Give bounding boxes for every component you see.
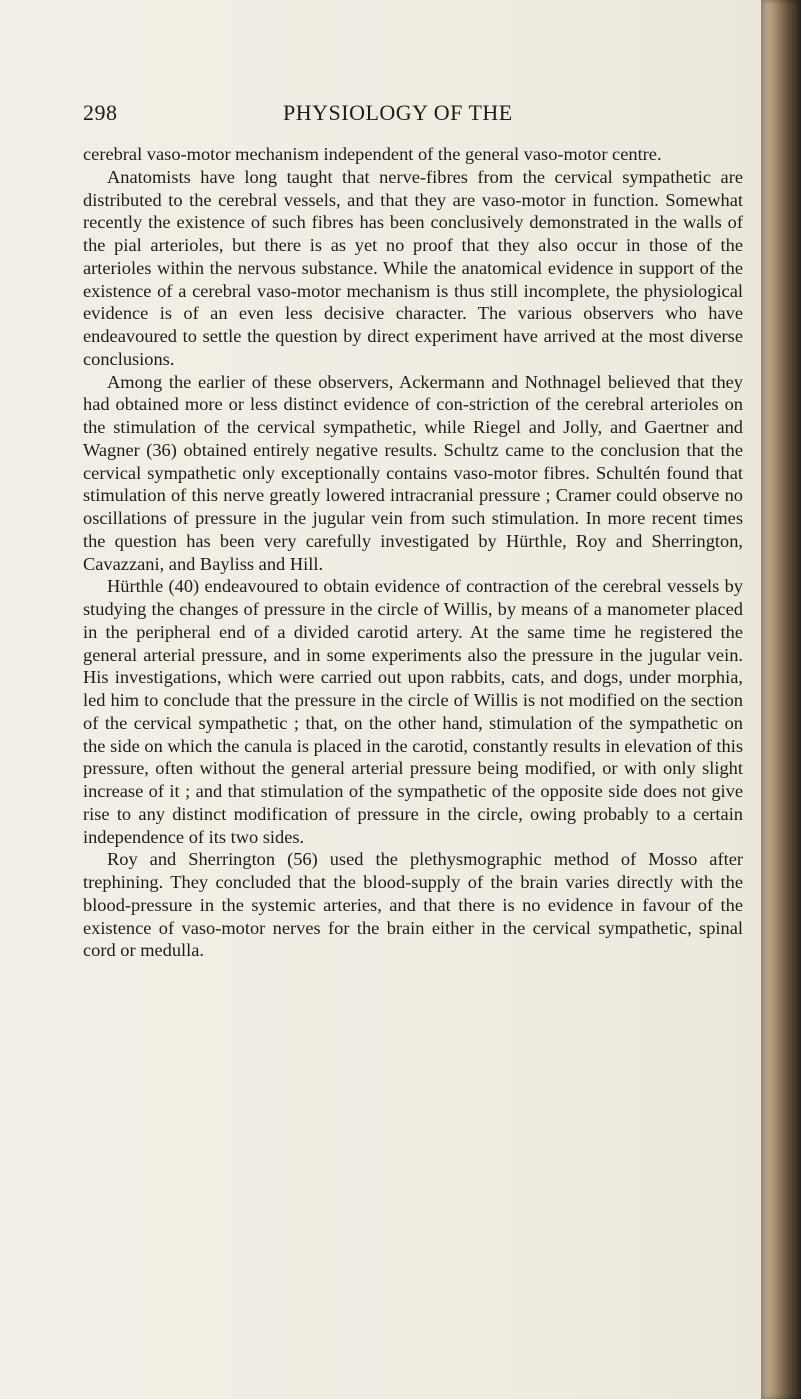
paragraph-roy-sherrington: Roy and Sherrington (56) used the plethysmographic method of Mosso after trephining. They concluded that the blood-supply of the brain varies directly with the blood-pressure in the systemic arteries, and that there is no evidence in favour of the existence of vaso-motor nerves for the brain either in the cervical sympathetic, spinal cord or medulla. [83,849,743,961]
page-edge-shadow [761,0,801,1399]
page-header [83,100,743,130]
body-text [83,143,743,962]
paragraph-continuation: cerebral vaso-motor mechanism independent of the general vaso-motor centre. [83,144,662,164]
page-number: 298 [83,100,118,125]
paragraph-anatomists: Anatomists have long taught that nerve-fibres from the cervical sympathetic are distributed to the cerebral vessels, and that they are vaso-motor in function. Somewhat recently the existence of such fibres has been conclusively demonstrated in the walls of the pial arterioles, but there is as yet no proof that they also occur in those of the arterioles within the nervous substance. While the anatomical evidence in support of the existence of a cerebral vaso-motor mechanism is thus still incomplete, the physiological evidence is of an even less decisive character. The various observers who have endeavoured to settle the question by direct experiment have arrived at the most diverse conclusions. [83,166,743,369]
paragraph-earlier-observers: Among the earlier of these observers, Ackermann and Nothnagel believed that they had obtained more or less distinct evidence of con-striction of the cerebral arterioles on the stimulation of the cervical sympathetic, while Riegel and Jolly, and Gaertner and Wagner (36) obtained entirely negative results. Schultz came to the conclusion that the cervical sympathetic only exceptionally contains vaso-motor fibres. Schultén found that stimulation of this nerve greatly lowered intracranial pressure ; Cramer could observe no oscillations of pressure in the jugular vein from such stimulation. In more recent times the question has been very carefully investigated by Hürthle, Roy and Sherrington, Cavazzani, and Bayliss and Hill. [83,371,743,574]
paragraph-hurthle: Hürthle (40) endeavoured to obtain evidence of contraction of the cerebral vessels by studying the changes of pressure in the circle of Willis, by means of a manometer placed in the peripheral end of a divided carotid artery. At the same time he registered the general arterial pressure, and in some experiments also the pressure in the jugular vein. His investigations, which were carried out upon rabbits, cats, and dogs, under morphia, led him to conclude that the pressure in the circle of Willis is not modified on the section of the cervical sympathetic ; that, on the other hand, stimulation of the sympathetic on the side on which the canula is placed in the carotid, constantly results in elevation of this pressure, often without the general arterial pressure being modified, or with only slight increase of it ; and that stimulation of the sympathetic of the opposite side does not give rise to any distinct modification of pressure in the circle, owing probably to a certain independence of its two sides. [83,576,743,847]
running-head: PHYSIOLOGY OF THE [283,100,513,125]
